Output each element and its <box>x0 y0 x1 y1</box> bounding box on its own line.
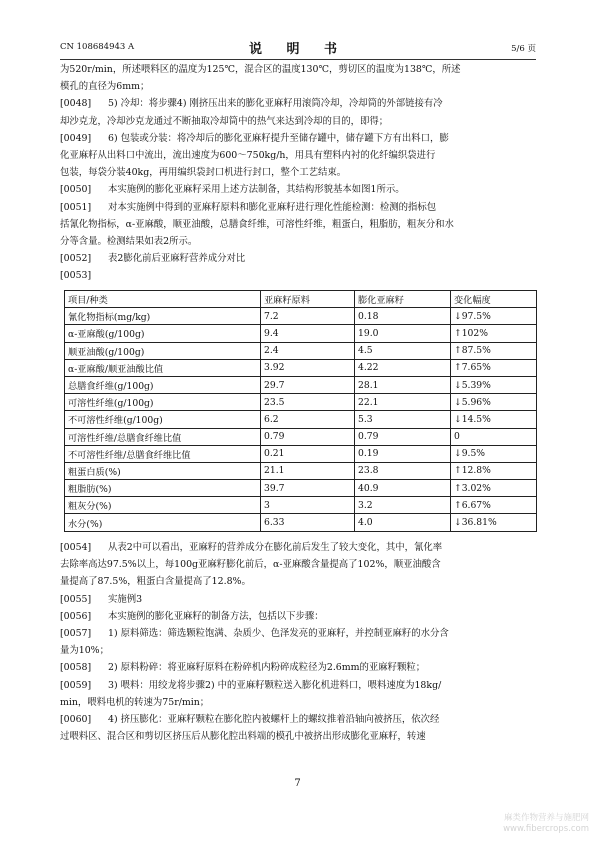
table-cell: ↑102% <box>451 325 537 342</box>
watermark-site-name: 麻类作物营养与施肥网 <box>503 813 589 823</box>
paragraph-number: [0051] <box>60 201 92 213</box>
text-line <box>60 539 536 556</box>
table-cell: 不可溶性纤维/总膳食纤维比值 <box>65 445 261 462</box>
paragraph-text: 对本实施例中得到的亚麻籽原料和膨化亚麻籽进行理化性能检测：检测的指标包 <box>108 201 437 213</box>
paragraph-number: [0053] <box>60 270 92 282</box>
table-header-cell: 项目/种类 <box>65 291 261 308</box>
text-line <box>60 233 536 250</box>
paragraph-text: 1) 原料筛选：筛选颗粒饱满、杂质少、色泽发亮的亚麻籽，并控制亚麻籽的水分含 <box>108 627 449 639</box>
table-cell: ↓5.96% <box>451 394 537 411</box>
table-row <box>65 325 537 342</box>
table-header-cell: 膨化亚麻籽 <box>355 291 451 308</box>
text-line <box>60 642 536 659</box>
page-indicator: 5/6 页 <box>511 44 536 54</box>
table-cell: 0 <box>451 428 537 445</box>
table-cell: 水分(%) <box>65 514 261 531</box>
paragraph-number: [0052] <box>60 253 92 265</box>
table-cell: 23.5 <box>261 394 355 411</box>
paragraph-text: 2) 原料粉碎：将亚麻籽原料在粉碎机内粉碎成粒径为2.6mm的亚麻籽颗粒； <box>108 662 426 674</box>
paragraph-number: [0049] <box>60 132 92 144</box>
table-header-row <box>65 291 537 308</box>
table-cell: 粗蛋白质(%) <box>65 462 261 479</box>
table-cell: 0.79 <box>261 428 355 445</box>
table-cell: ↓9.5% <box>451 445 537 462</box>
table-cell: 29.7 <box>261 376 355 393</box>
table-cell: 3 <box>261 497 355 514</box>
table-header-cell: 变化幅度 <box>451 291 537 308</box>
paragraph-number: [0056] <box>60 610 92 622</box>
table-cell: 22.1 <box>355 394 451 411</box>
table-cell: 6.33 <box>261 514 355 531</box>
table-row <box>65 497 537 514</box>
table-cell: 总膳食纤维(g/100g) <box>65 376 261 393</box>
text-line <box>60 659 536 676</box>
table-cell: 氰化物指标(mg/kg) <box>65 308 261 325</box>
paragraph-number: [0058] <box>60 662 92 674</box>
table-cell: ↑7.65% <box>451 359 537 376</box>
table-cell: 4.22 <box>355 359 451 376</box>
paragraph-number: [0054] <box>60 542 92 553</box>
table-row <box>65 462 537 479</box>
paragraph-text: 本实施例的膨化亚麻籽采用上述方法制备，其结构形貌基本如图1所示。 <box>108 184 405 196</box>
paragraph-text: 表2膨化前后亚麻籽营养成分对比 <box>108 253 246 265</box>
text-line <box>60 216 536 233</box>
paragraph-text: 4) 挤压膨化：亚麻籽颗粒在膨化腔内被螺杆上的螺纹推着沿轴向被挤压，依次经 <box>108 713 440 725</box>
text-line <box>60 130 536 147</box>
table-row <box>65 342 537 359</box>
text-line <box>60 181 536 198</box>
table-cell: 23.8 <box>355 462 451 479</box>
page-number: 7 <box>294 778 301 789</box>
text-line <box>60 711 536 728</box>
text-line <box>60 61 536 78</box>
table-cell: α-亚麻酸(g/100g) <box>65 325 261 342</box>
table-header-cell: 亚麻籽原料 <box>261 291 355 308</box>
table-cell: 可溶性纤维(g/100g) <box>65 394 261 411</box>
paragraph-number: [0050] <box>60 184 92 196</box>
document-title: 说 明 书 <box>248 42 348 57</box>
table-row <box>65 394 537 411</box>
paragraph-text: 3) 喂料：用绞龙将步骤2) 中的亚麻籽颗粒送入膨化机进料口，喂料速度为18kg/ <box>108 679 442 691</box>
paragraph-text: 化亚麻籽从出料口中流出，流出速度为600～750kg/h，用具有塑料内衬的化纤编织袋进行 <box>60 149 436 161</box>
table-cell: 19.0 <box>355 325 451 342</box>
text-line <box>60 608 536 625</box>
table-cell: 40.9 <box>355 480 451 497</box>
paragraph-text: 实施例3 <box>108 593 143 605</box>
table-cell: 3.2 <box>355 497 451 514</box>
text-line <box>60 625 536 642</box>
table-cell: ↓5.39% <box>451 376 537 393</box>
table-cell: 顺亚油酸(g/100g) <box>65 342 261 359</box>
paragraph-text: 6) 包装或分装：将冷却后的膨化亚麻籽提升至储存罐中，储存罐下方有出料口，膨 <box>108 132 449 144</box>
table-cell: 39.7 <box>261 480 355 497</box>
paragraph-number: [0060] <box>60 713 92 725</box>
text-line <box>60 677 536 694</box>
header-rule <box>60 59 536 60</box>
nutrition-table <box>64 290 537 532</box>
table-cell: 2.4 <box>261 342 355 359</box>
text-line <box>60 113 536 130</box>
text-line <box>60 591 536 608</box>
text-line <box>60 250 536 267</box>
paragraph-text: 模孔的直径为6mm； <box>60 81 150 93</box>
paragraph-number: [0048] <box>60 98 92 110</box>
text-line <box>60 728 536 745</box>
paragraph-text: 本实施例的膨化亚麻籽的制备方法，包括以下步骤： <box>108 610 324 622</box>
table-row <box>65 411 537 428</box>
text-line <box>60 164 536 181</box>
table-cell: ↑87.5% <box>451 342 537 359</box>
table-cell: 可溶性纤维/总膳食纤维比值 <box>65 428 261 445</box>
table-row <box>65 376 537 393</box>
table-cell: ↑3.02% <box>451 480 537 497</box>
paragraph-text: min，喂料电机的转速为75r/min； <box>60 696 210 708</box>
table-cell: ↑12.8% <box>451 462 537 479</box>
text-line <box>60 199 536 216</box>
table-row <box>65 480 537 497</box>
paragraph-number: [0059] <box>60 679 92 691</box>
table-row <box>65 428 537 445</box>
paragraph-text: 从表2中可以看出，亚麻籽的营养成分在膨化前后发生了较大变化，其中，氰化率 <box>108 542 443 553</box>
table-cell: 0.19 <box>355 445 451 462</box>
table-row <box>65 445 537 462</box>
table-cell: 9.4 <box>261 325 355 342</box>
page-header <box>60 40 536 58</box>
paragraph-text: 括氰化物指标，α-亚麻酸，顺亚油酸，总膳食纤维，可溶性纤维，粗蛋白，粗脂肪，粗灰分和水 <box>60 218 454 230</box>
text-line <box>60 573 536 590</box>
table-cell: 0.18 <box>355 308 451 325</box>
paragraph-text: 包装，每袋分装40kg，再用编织袋封口机进行封口，整个工艺结束。 <box>60 167 347 179</box>
body-text-bottom <box>60 539 536 745</box>
paragraph-number: [0057] <box>60 627 92 639</box>
table-row <box>65 308 537 325</box>
paragraph-text: 过喂料区、混合区和剪切区挤压后从膨化腔出料端的模孔中被挤出形成膨化亚麻籽，转速 <box>60 731 426 743</box>
text-line <box>60 556 536 573</box>
table-cell: ↑6.67% <box>451 497 537 514</box>
table-cell: 21.1 <box>261 462 355 479</box>
table-cell: 0.79 <box>355 428 451 445</box>
paragraph-number: [0055] <box>60 593 92 605</box>
table-row <box>65 514 537 531</box>
text-line <box>60 95 536 112</box>
text-line <box>60 267 536 284</box>
text-line <box>60 78 536 95</box>
paragraph-text: 量提高了87.5%，粗蛋白含量提高了12.8%。 <box>60 576 251 588</box>
table-row <box>65 359 537 376</box>
table-cell: ↓36.81% <box>451 514 537 531</box>
table-cell: 6.2 <box>261 411 355 428</box>
table-cell: 粗脂肪(%) <box>65 480 261 497</box>
table-cell: 3.92 <box>261 359 355 376</box>
paragraph-text: 5) 冷却：将步骤4) 刚挤压出来的膨化亚麻籽用滚筒冷却，冷却筒的外部链接有冷 <box>108 98 443 110</box>
paragraph-text: 去除率高达97.5%以上，每100g亚麻籽膨化前后，α-亚麻酸含量提高了102%，顺亚油酸含 <box>60 559 441 571</box>
watermark-url: www.fibercrops.com <box>503 824 589 834</box>
watermark <box>503 813 589 835</box>
table-cell: 7.2 <box>261 308 355 325</box>
paragraph-text: 为520r/min，所述喂料区的温度为125℃，混合区的温度130℃，剪切区的温度为138℃，所述 <box>60 64 461 75</box>
table-cell: ↓97.5% <box>451 308 537 325</box>
table-cell: 5.3 <box>355 411 451 428</box>
table-cell: ↓14.5% <box>451 411 537 428</box>
table-cell: 4.0 <box>355 514 451 531</box>
body-text-top <box>60 61 536 284</box>
paragraph-text: 量为10%； <box>60 645 109 657</box>
paragraph-text: 却沙克龙，冷却沙克龙通过不断抽取冷却筒中的热气来达到冷却的目的，即得； <box>60 115 389 127</box>
text-line <box>60 694 536 711</box>
table-cell: 不可溶性纤维(g/100g) <box>65 411 261 428</box>
text-line <box>60 147 536 164</box>
table-cell: 4.5 <box>355 342 451 359</box>
table-cell: α-亚麻酸/顺亚油酸比值 <box>65 359 261 376</box>
table-cell: 粗灰分(%) <box>65 497 261 514</box>
table-cell: 0.21 <box>261 445 355 462</box>
table-cell: 28.1 <box>355 376 451 393</box>
patent-number: CN 108684943 A <box>60 42 135 52</box>
paragraph-text: 分等含量。检测结果如表2所示。 <box>60 235 198 247</box>
